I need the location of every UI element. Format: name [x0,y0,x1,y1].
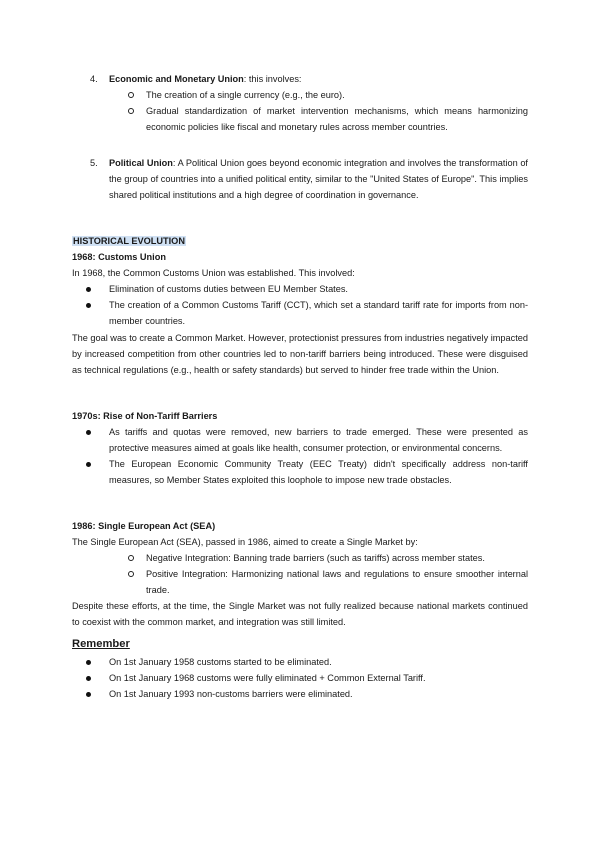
bullet-icon [86,676,91,681]
remember-bullets [86,654,528,702]
list-item: On 1st January 1993 non-customs barriers were eliminated. [86,686,528,702]
list-item: Elimination of customs duties between EU Member States. [86,281,528,297]
bullets-1968 [86,281,528,329]
section-heading-historical-evolution: HISTORICAL EVOLUTION [73,236,185,246]
list-number: 5. [90,158,98,168]
list-item: On 1st January 1958 customs started to be eliminated. [86,654,528,670]
subheading-1968: 1968: Customs Union [72,252,166,262]
intro-1968: In 1968, the Common Customs Union was established. This involved: [72,268,355,278]
list-item-economic-monetary-union [90,71,528,87]
list-item-political-union [90,155,528,203]
bullet-icon [86,692,91,697]
list-number: 4. [90,74,98,84]
bullet-icon [86,660,91,665]
list-item: As tariffs and quotas were removed, new barriers to trade emerged. These were presented as protective measures aimed at goals like health, consumer protection, or environmental concerns. [86,424,528,456]
bullet-icon [86,287,91,292]
sublist-1986 [128,550,528,598]
circle-bullet-icon [128,555,134,561]
bullets-1970s [86,424,528,488]
circle-bullet-icon [128,108,134,114]
list-item: Positive Integration: Harmonizing national laws and regulations to ensure smoother internal trade. [128,566,528,598]
bullet-icon [86,462,91,467]
list-item: On 1st January 1968 customs were fully eliminated + Common External Tariff. [86,670,528,686]
sublist-emu [128,87,528,135]
list-item: Negative Integration: Banning trade barriers (such as tariffs) across member states. [128,550,528,566]
list-item: Gradual standardization of market intervention mechanisms, which means harmonizing economic policies like fiscal and monetary rules across member countries. [128,103,528,135]
item-intro: : this involves: [243,74,302,84]
list-item: The European Economic Community Treaty (EEC Treaty) didn't specifically address non-tariff measures, so Member States exploited this loophole to impose new trade obstacles. [86,456,528,488]
bullet-icon [86,430,91,435]
circle-bullet-icon [128,571,134,577]
item-title: Economic and Monetary Union [109,74,244,84]
paragraph-1968: The goal was to create a Common Market. However, protectionist pressures from industries negatively impacted by increased competition from other countries led to non-tariff barriers being introduced. These were disguised as technical regulations (e.g., health or safety standards) but served to hinder free trade within the Union. [72,333,529,376]
paragraph-1986: Despite these efforts, at the time, the Single Market was not fully realized because national markets continued to coexist with the common market, and integration was still limited. [72,601,528,628]
intro-1986: The Single European Act (SEA), passed in 1986, aimed to create a Single Market by: [72,537,418,547]
subheading-1986: 1986: Single European Act (SEA) [72,521,216,531]
subheading-1970s: 1970s: Rise of Non-Tariff Barriers [72,411,218,421]
item-title: Political Union [109,158,173,168]
list-item: The creation of a single currency (e.g., the euro). [128,87,528,103]
remember-heading: Remember [72,638,130,650]
bullet-icon [86,303,91,308]
list-item: The creation of a Common Customs Tariff (CCT), which set a standard tariff rate for imports from non-member countries. [86,297,528,329]
item-text: : A Political Union goes beyond economic integration and involves the transformation of the group of countries into a unified political entity, similar to the "United States of Europe". This implies shared political institutions and a high degree of coordination in governance. [109,158,528,201]
circle-bullet-icon [128,92,134,98]
